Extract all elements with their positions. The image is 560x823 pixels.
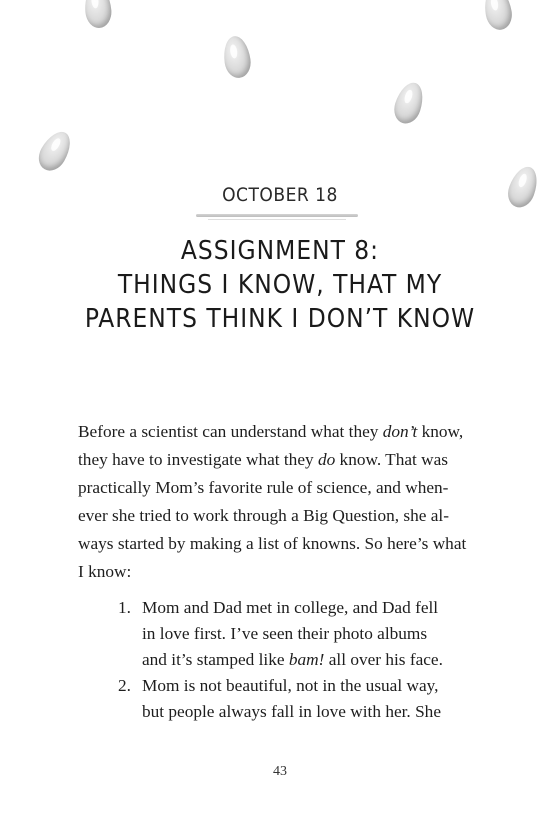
divider (196, 214, 358, 217)
title-line: ASSIGNMENT 8: (180, 236, 380, 266)
text-line: in love first. I’ve seen their photo albums (142, 624, 428, 643)
text-line: and it’s stamped like bam! all over his face. (142, 650, 443, 669)
list-number: 1. (118, 598, 131, 617)
title-line: THINGS I KNOW, THAT MY (117, 270, 443, 300)
chapter-title (0, 234, 560, 336)
text-line: ever she tried to work through a Big Question, she al- (78, 506, 449, 525)
raindrop-icon (390, 79, 428, 127)
text-line: Before a scientist can understand what they don’t know, (78, 422, 464, 441)
body-paragraph (78, 418, 482, 586)
raindrop-icon (482, 0, 515, 32)
raindrop-icon (83, 0, 113, 29)
text-line: practically Mom’s favorite rule of science, and when- (78, 478, 449, 497)
text-line: Mom and Dad met in college, and Dad fell (142, 598, 439, 617)
list-item (118, 595, 458, 673)
list-number: 2. (118, 676, 131, 695)
text-line: Mom is not beautiful, not in the usual way, (142, 676, 439, 695)
chapter-date: OCTOBER 18 (222, 184, 338, 206)
title-line: PARENTS THINK I DON’T KNOW (84, 304, 476, 334)
text-line: they have to investigate what they do know. That was (78, 450, 449, 469)
text-line: but people always fall in love with her. She (142, 702, 441, 721)
divider-underline (208, 219, 346, 220)
page-number: 43 (273, 764, 287, 779)
text-line: ways started by making a list of knowns. So here’s what (78, 534, 467, 553)
text-line: I know: (78, 562, 132, 581)
raindrop-icon (221, 34, 253, 79)
raindrop-icon (33, 126, 77, 175)
list-item (118, 673, 458, 725)
numbered-list (118, 595, 458, 725)
